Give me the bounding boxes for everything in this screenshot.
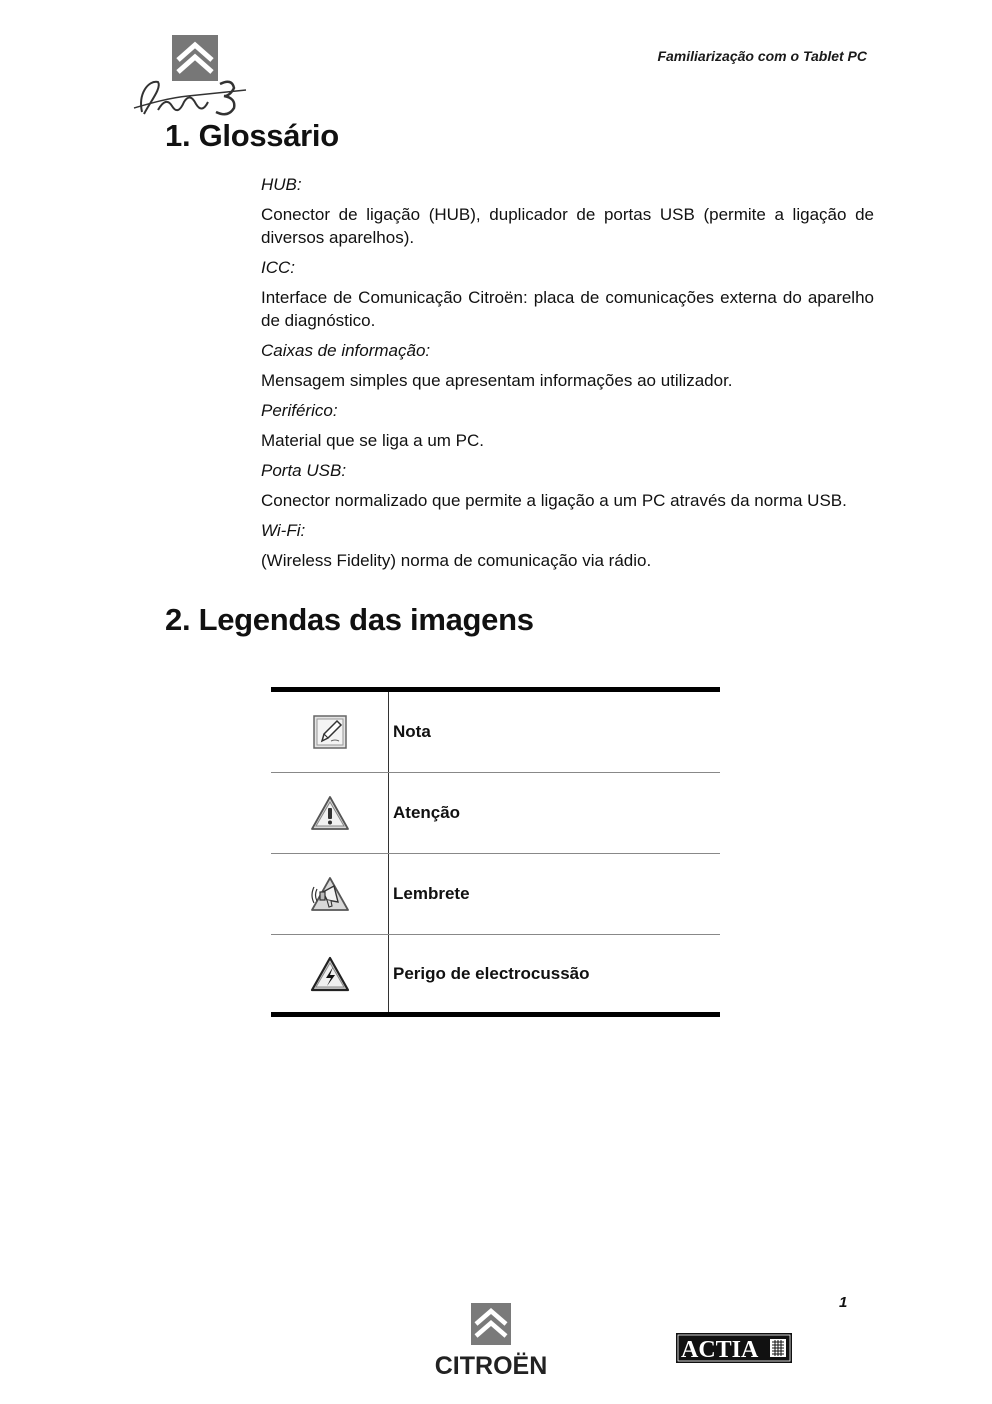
legend-label: Nota [393, 722, 431, 741]
legend-table [271, 687, 720, 1017]
legend-label: Lembrete [393, 884, 470, 903]
glossary-definition: Mensagem simples que apresentam informações ao utilizador. [261, 371, 733, 390]
legend-row [271, 854, 720, 935]
glossary-term: Porta USB: [261, 461, 347, 480]
legend-label: Atenção [393, 803, 461, 822]
actia-wordmark: ACTIA [681, 1337, 759, 1363]
glossary-definition: Conector normalizado que permite a ligação a um PC através da norma USB. [261, 491, 847, 510]
lexia3-logo [128, 32, 250, 118]
glossary-definition: Material que se liga a um PC. [261, 431, 484, 450]
glossary-heading: 1. Glossário [165, 118, 339, 153]
legend-row [271, 773, 720, 854]
page-number: 1 [839, 1294, 848, 1311]
glossary-definition: Conector de ligação (HUB), duplicador de portas USB (permite a ligação de diversos aparelhos). [261, 205, 874, 247]
megaphone-icon [310, 876, 350, 912]
glossary-definition: Interface de Comunicação Citroën: placa de comunicações externa do aparelho de diagnóstico. [261, 288, 874, 330]
glossary-term: Caixas de informação: [261, 341, 431, 360]
legend-label: Perigo de electrocussão [393, 963, 590, 983]
actia-logo [676, 1333, 792, 1363]
glossary-term: ICC: [261, 258, 296, 277]
glossary-term: HUB: [261, 175, 302, 194]
electrocution-icon [310, 956, 350, 992]
note-pencil-icon [312, 714, 348, 750]
header-title: Familiarização com o Tablet PC [657, 48, 867, 64]
glossary-term: Wi-Fi: [261, 521, 306, 540]
legend-row [271, 935, 720, 1012]
legend-row [271, 692, 720, 773]
warning-icon [310, 795, 350, 831]
glossary-list [261, 173, 874, 579]
glossary-definition: (Wireless Fidelity) norma de comunicação via rádio. [261, 551, 652, 570]
citroen-logo [428, 1300, 556, 1380]
legend-heading: 2. Legendas das imagens [165, 602, 534, 637]
glossary-term: Periférico: [261, 401, 338, 420]
citroen-wordmark: CITROËN [434, 1352, 548, 1380]
